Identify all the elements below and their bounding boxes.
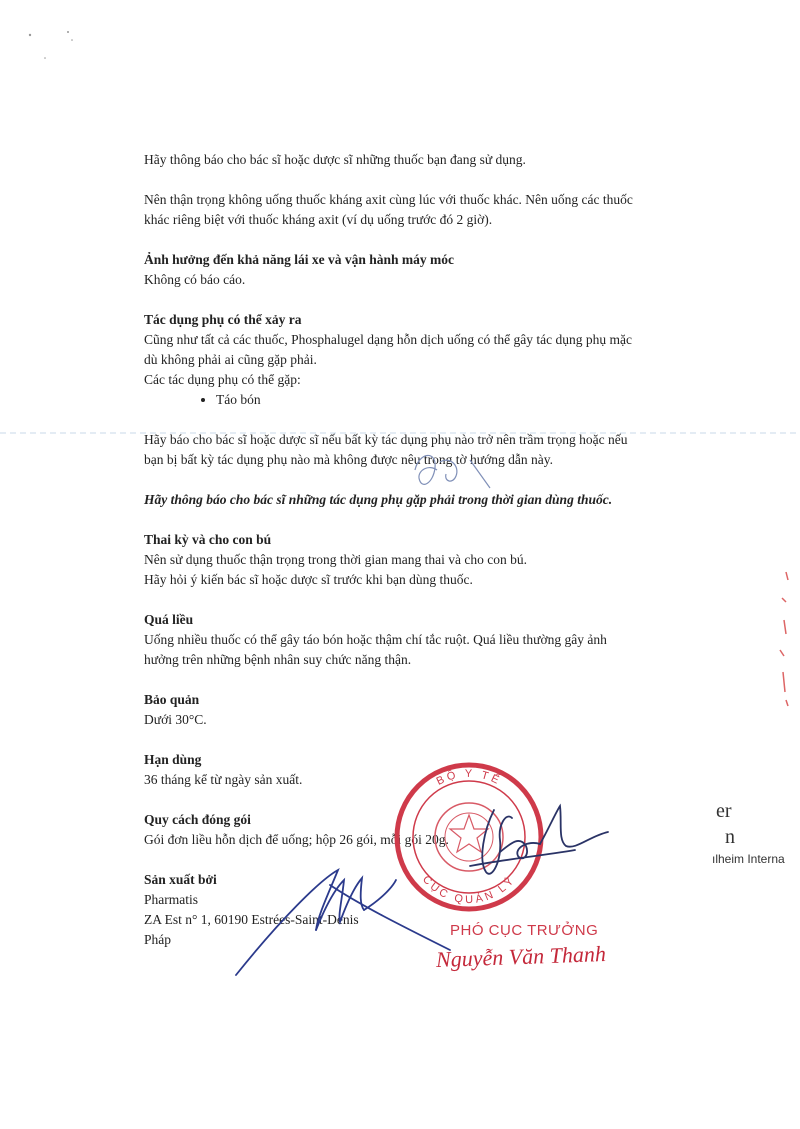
caution-text-line-1: Nên thận trọng không uống thuốc kháng axit cùng lúc với thuốc khác. Nên uống các thuốc <box>144 192 633 207</box>
stamp-ring-top: BỘ Y TẾ <box>434 767 504 788</box>
manufacturer-heading: Sản xuất bởi <box>144 872 217 887</box>
stamp-ring-bottom: CỤC QUẢN LÝ <box>419 873 519 907</box>
side-effects-list-item: • Táo bón <box>216 390 664 410</box>
shelf-life-text: 36 tháng kể từ ngày sản xuất. <box>144 772 303 787</box>
shelf-life-heading: Hạn dùng <box>144 752 202 767</box>
overdose-line-1: Uống nhiều thuốc có thể gây táo bón hoặc thậm chí tắc ruột. Quá liều thường gây ảnh <box>144 632 607 647</box>
stamp-title: PHÓ CỤC TRƯỞNG <box>450 922 599 939</box>
side-effects-line-1: Cũng như tất cả các thuốc, Phosphalugel dạng hỗn dịch uống có thể gây tác dụng phụ mặc <box>144 332 632 347</box>
stamp-signer-name: Nguyễn Văn Thanh <box>435 941 607 972</box>
pregnancy-line-2: Hãy hỏi ý kiến bác sĩ hoặc dược sĩ trước khi bạn dùng thuốc. <box>144 572 473 587</box>
caution-text-line-2: khác riêng biệt với thuốc kháng axit (ví dụ uống trước đó 2 giờ). <box>144 212 493 227</box>
notify-doctor-text: Hãy thông báo cho bác sĩ hoặc dược sĩ những thuốc bạn đang sử dụng. <box>144 152 526 167</box>
edge-stamp-marks <box>780 572 788 706</box>
side-effects-line-3: Các tác dụng phụ có thể gặp: <box>144 372 301 387</box>
overdose-line-2: hưởng trên những bệnh nhân suy chức năng thận. <box>144 652 412 667</box>
manufacturer-name: Pharmatis <box>144 892 198 907</box>
manufacturer-address: ZA Est n° 1, 60190 Estrées-Saint-Denis <box>144 912 359 927</box>
side-effects-heading: Tác dụng phụ có thể xảy ra <box>144 312 302 327</box>
manufacturer-country: Pháp <box>144 932 171 947</box>
initial-mark <box>415 455 490 488</box>
margin-fragment-1: er <box>716 800 732 822</box>
driving-text: Không có báo cáo. <box>144 272 246 287</box>
scan-artifacts <box>29 31 73 59</box>
storage-heading: Bảo quản <box>144 692 200 707</box>
report-line-2: bạn bị bất kỳ tác dụng phụ nào mà không được nêu trong tờ hướng dẫn này. <box>144 452 553 467</box>
margin-fragment-3: ılheim Interna <box>712 852 785 866</box>
italic-note: Hãy thông báo cho bác sĩ những tác dụng phụ gặp phải trong thời gian dùng thuốc. <box>144 492 613 507</box>
pregnancy-line-1: Nên sử dụng thuốc thận trọng trong thời gian mang thai và cho con bú. <box>144 552 528 567</box>
side-effects-line-2: dù không phải ai cũng gặp phải. <box>144 352 317 367</box>
overdose-heading: Quá liều <box>144 612 194 627</box>
packaging-text: Gói đơn liều hỗn dịch để uống; hộp 26 gói, mỗi gói 20g. <box>144 832 449 847</box>
packaging-heading: Quy cách đóng gói <box>144 812 251 827</box>
pregnancy-heading: Thai kỳ và cho con bú <box>144 532 272 547</box>
report-line-1: Hãy báo cho bác sĩ hoặc dược sĩ nếu bất kỳ tác dụng phụ nào trở nên trầm trọng hoặc nếu <box>144 432 628 447</box>
official-stamp <box>397 765 541 909</box>
margin-fragment-2: n <box>725 826 735 848</box>
storage-text: Dưới 30°C. <box>144 712 207 727</box>
driving-heading: Ảnh hưởng đến khả năng lái xe và vận hành máy móc <box>144 252 455 267</box>
